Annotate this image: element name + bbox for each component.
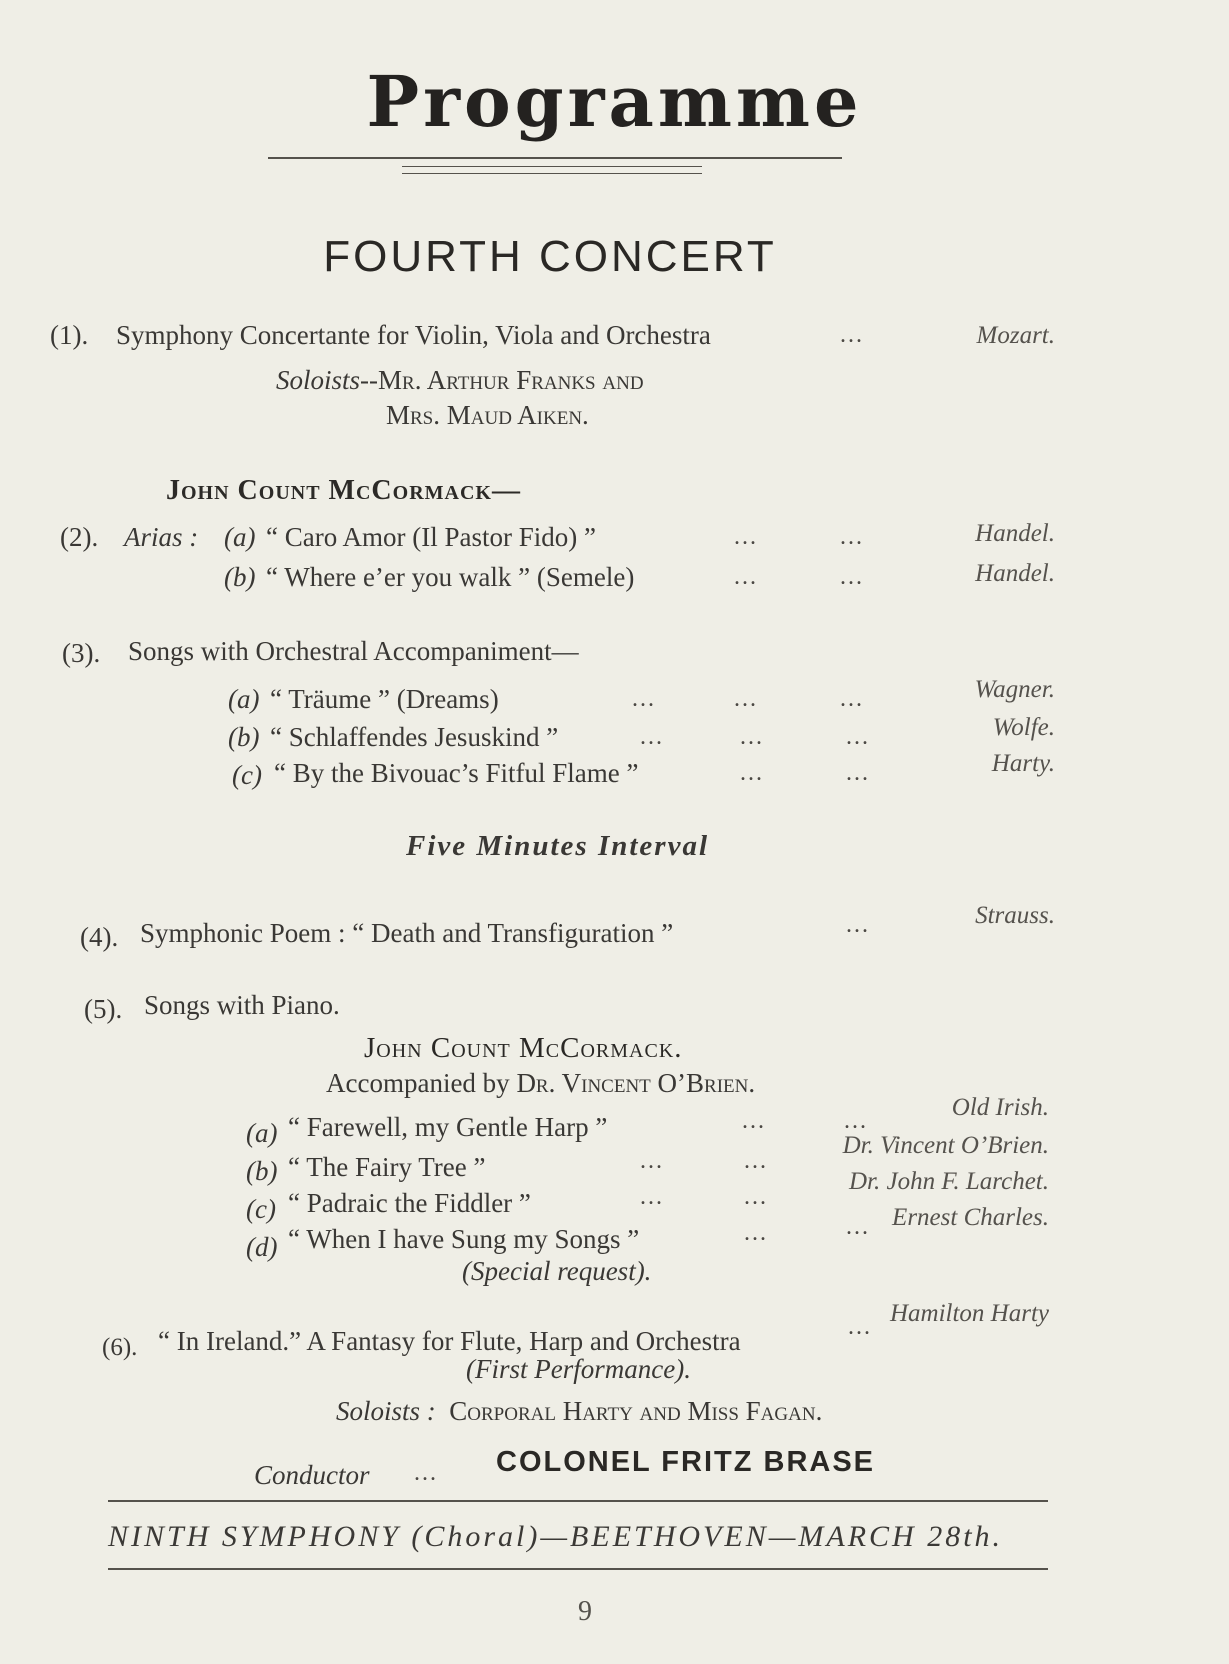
leader-dots: ... [744, 1184, 768, 1210]
arias-label: Arias : [124, 522, 199, 552]
next-concert-notice: NINTH SYMPHONY (Choral)—BEETHOVEN—MARCH 28th. [108, 1520, 1004, 1553]
composer: Harty. [991, 750, 1055, 777]
leader-dots: ... [740, 760, 764, 786]
soloists-label: Soloists : [336, 1396, 436, 1426]
composer: Strauss. [975, 902, 1055, 929]
song-letter: (b) [228, 722, 260, 752]
accompanied-prefix: Accompanied by [326, 1068, 517, 1098]
song-title: “ Träume ” (Dreams) [270, 684, 499, 714]
leader-dots: ... [414, 1460, 438, 1486]
composer: Old Irish. [951, 1094, 1049, 1121]
leader-dots: ... [846, 1214, 870, 1240]
leader-dots: ... [640, 724, 664, 750]
leader-dots: ... [844, 1108, 868, 1134]
song-letter: (a) [246, 1118, 278, 1148]
item-number: (3). [62, 638, 101, 668]
item-number: (5). [84, 994, 123, 1024]
leader-dots: ... [744, 1220, 768, 1246]
leader-dots: ... [734, 524, 758, 550]
composer: Dr. Vincent O’Brien. [842, 1132, 1049, 1159]
soloists-label: Soloists [276, 365, 361, 395]
song-title: “ Padraic the Fiddler ” [288, 1188, 531, 1218]
song-title: “ Caro Amor (Il Pastor Fido) ” [266, 522, 596, 552]
song-letter: (a) [224, 522, 256, 552]
leader-dots: ... [640, 1184, 664, 1210]
title-rule-middle [402, 166, 702, 167]
song-letter: (b) [224, 562, 256, 592]
leader-dots: ... [840, 686, 864, 712]
item-title: Songs with Piano. [144, 990, 340, 1020]
leader-dots: ... [848, 1314, 872, 1340]
soloists-names: --Mr. Arthur Franks and [360, 365, 644, 395]
composer: Dr. John F. Larchet. [849, 1168, 1049, 1195]
soloists-names: Corporal Harty and Miss Fagan. [449, 1396, 823, 1426]
footer-rule-bottom [108, 1568, 1048, 1570]
leader-dots: ... [846, 760, 870, 786]
song-title: “ When I have Sung my Songs ” [288, 1224, 640, 1254]
composer: Mozart. [976, 322, 1055, 349]
conductor-label: Conductor [254, 1460, 370, 1490]
leader-dots: ... [734, 564, 758, 590]
conductor-name: COLONEL FRITZ BRASE [496, 1446, 876, 1478]
item-title: “ In Ireland.” A Fantasy for Flute, Harp and Orchestra [158, 1326, 741, 1356]
page-title: Programme [366, 60, 863, 143]
song-title: “ The Fairy Tree ” [288, 1152, 486, 1182]
leader-dots: ... [632, 686, 656, 712]
item-number: (1). [50, 320, 89, 350]
leader-dots: ... [742, 1108, 766, 1134]
composer: Hamilton Harty [889, 1300, 1049, 1327]
song-letter: (c) [232, 760, 262, 790]
item-title: Symphonic Poem : “ Death and Transfiguration ” [140, 918, 674, 948]
leader-dots: ... [840, 524, 864, 550]
title-rule-bottom [402, 173, 702, 174]
composer: Handel. [975, 520, 1055, 547]
composer: Ernest Charles. [892, 1204, 1049, 1231]
item-number: (2). [60, 522, 99, 552]
leader-dots: ... [840, 564, 864, 590]
special-request: (Special request). [462, 1256, 652, 1286]
performer-heading: John Count McCormack. [364, 1032, 683, 1064]
leader-dots: ... [846, 724, 870, 750]
item-number: (6). [102, 1334, 138, 1361]
composer: Handel. [975, 560, 1055, 587]
accompanist: Dr. Vincent O’Brien. [516, 1068, 756, 1098]
song-letter: (c) [246, 1194, 276, 1224]
leader-dots: ... [734, 686, 758, 712]
item-title: Symphony Concertante for Violin, Viola and Orchestra [116, 320, 711, 350]
song-title: “ By the Bivouac’s Fitful Flame ” [274, 758, 639, 788]
item-number: (4). [80, 922, 119, 952]
song-letter: (a) [228, 684, 260, 714]
composer: Wagner. [974, 676, 1055, 703]
composer: Wolfe. [992, 714, 1055, 741]
concert-heading: FOURTH CONCERT [323, 232, 777, 281]
song-title: “ Where e’er you walk ” (Semele) [266, 562, 635, 592]
leader-dots: ... [740, 724, 764, 750]
song-title: “ Schlaffendes Jesuskind ” [270, 722, 559, 752]
item-title: Songs with Orchestral Accompaniment— [128, 636, 579, 666]
leader-dots: ... [846, 912, 870, 938]
soloists-line [276, 365, 644, 396]
leader-dots: ... [744, 1148, 768, 1174]
soloists-names-2: Mrs. Maud Aiken. [386, 400, 589, 430]
leader-dots: ... [640, 1148, 664, 1174]
interval-heading: Five Minutes Interval [406, 830, 710, 862]
page-number: 9 [578, 1596, 592, 1627]
performer-heading: John Count McCormack— [166, 475, 521, 506]
song-letter: (b) [246, 1156, 278, 1186]
soloists-line [336, 1396, 822, 1427]
leader-dots: ... [840, 322, 864, 348]
song-title: “ Farewell, my Gentle Harp ” [288, 1112, 608, 1142]
accompanied-line [326, 1068, 755, 1099]
song-letter: (d) [246, 1232, 278, 1262]
title-rule-top [268, 157, 842, 159]
footer-rule-top [108, 1500, 1048, 1502]
first-performance-note: (First Performance). [466, 1354, 691, 1384]
